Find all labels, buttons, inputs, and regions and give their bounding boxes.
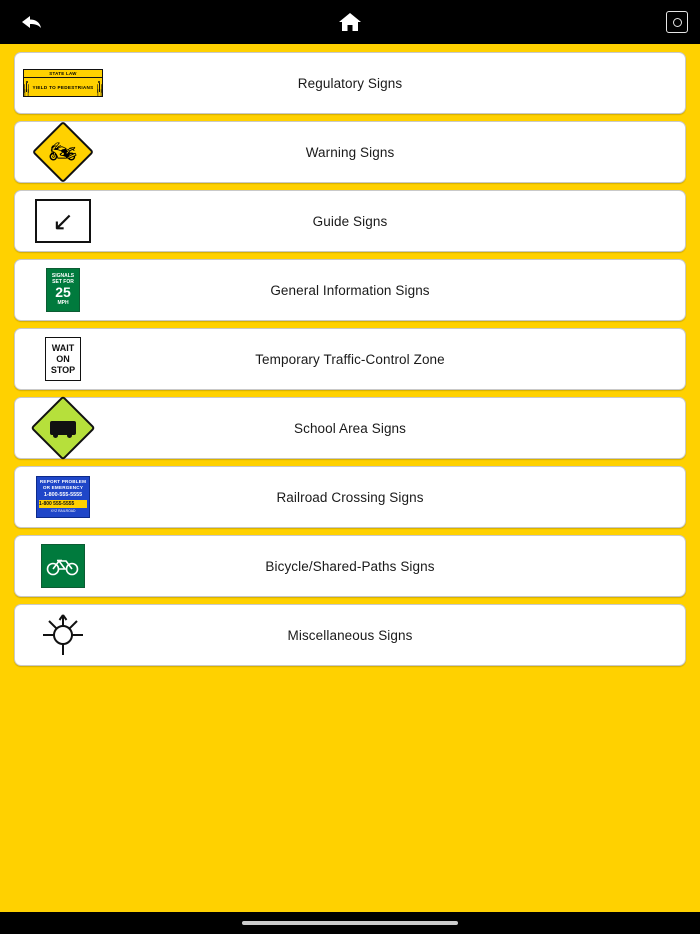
list-item[interactable] [14,121,686,183]
school-bus-icon [50,421,76,435]
motorcycle-icon: 🏍 [49,139,77,164]
sign-line-2: SET FOR [52,279,74,285]
roundabout-circular-intersection-sign [15,604,111,666]
list-item[interactable] [14,259,686,321]
bicycle-icon [46,556,80,576]
list-item[interactable] [14,466,686,528]
diagonal-arrow-guide-sign [15,190,111,252]
list-item-label: General Information Signs [270,282,430,298]
sign-line-3: STOP [50,364,76,375]
list-item[interactable] [14,328,686,390]
bottom-bar [0,912,700,934]
list-item[interactable] [14,52,686,114]
sign-line-2: ON [56,353,70,364]
list-item-label: Warning Signs [305,144,395,160]
pedestrian-figure-icon [97,81,102,94]
sign-line-1: STATE LAW [24,70,102,78]
list-item-label: Miscellaneous Signs [287,627,413,643]
list-item[interactable] [14,535,686,597]
list-item[interactable] [14,397,686,459]
home-icon[interactable] [333,8,367,36]
list-item-label: Guide Signs [312,213,388,229]
back-arrow-icon[interactable] [14,8,48,36]
state-law-yield-to-pedestrians-sign [15,52,111,114]
list-item-label: Bicycle/Shared-Paths Signs [265,558,435,574]
list-item[interactable] [14,604,686,666]
list-item-label: School Area Signs [293,420,407,436]
home-indicator[interactable] [242,921,458,925]
report-problem-or-emergency-railroad-sign [15,466,111,528]
sign-line-2: YIELD TO PEDESTRIANS [32,84,94,90]
top-navigation-bar [0,0,700,44]
signals-set-for-25-mph-sign [15,259,111,321]
roundabout-icon [40,613,86,657]
bicycle-sign [15,535,111,597]
sign-line-1: SIGNALS [51,273,75,279]
sign-speed-number: 25 [55,284,71,300]
sign-phone-number: 1-800-555-5555 [43,492,83,498]
sign-category-list [0,44,700,912]
sign-line-1: WAIT [51,342,75,353]
pedestrian-figure-icon [24,81,29,94]
sign-line-1: REPORT PROBLEM [39,479,87,484]
sign-line-2: OR EMERGENCY [42,485,84,490]
list-item[interactable] [14,190,686,252]
sign-phone-banner: 1-800 555-5555 [39,500,87,508]
wait-on-stop-sign [15,328,111,390]
arrow-down-left-icon: ↙ [35,199,91,243]
camera-icon[interactable] [666,11,688,33]
sign-line-3: MPH [57,300,69,306]
sign-footer: XYZ RAILROAD [50,509,76,513]
motorcycle-warning-diamond-sign [15,121,111,183]
list-item-label: Regulatory Signs [297,75,403,91]
camera-lens-icon [673,18,682,27]
list-item-label: Temporary Traffic-Control Zone [255,351,445,367]
school-bus-diamond-sign [15,397,111,459]
list-item-label: Railroad Crossing Signs [276,489,424,505]
